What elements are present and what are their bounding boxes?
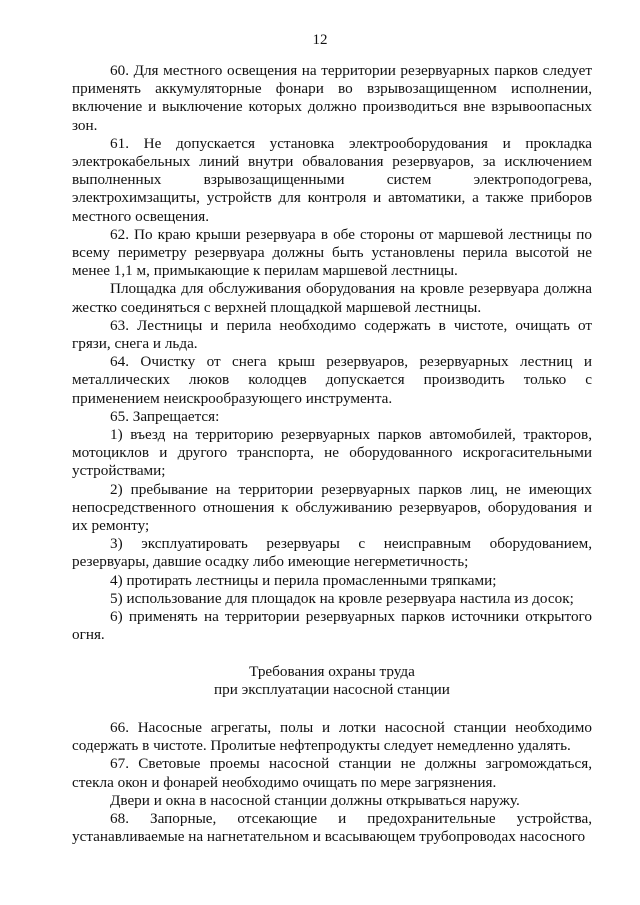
section-heading-line-1: Требования охраны труда [249, 662, 415, 680]
paragraph-62: 62. По краю крыши резервуара в обе стороны от маршевой лестницы по всему периметру резервуара должны быть установлены перила высотой не менее 1,1 м, примыкающие к перилам маршевой лестницы. [72, 225, 592, 280]
list-item-6: 6) применять на территории резервуарных парков источники открытого огня. [72, 608, 592, 644]
paragraph-68: 68. Запорные, отсекающие и предохранительные устройства, устанавливаемые на нагнетательном и всасывающем трубопроводах насосного [72, 809, 592, 846]
paragraph-66: 66. Насосные агрегаты, полы и лотки насосной станции необходимо содержать в чистоте. Пролитые нефтепродукты следует немедленно удалять. [72, 718, 592, 755]
section-heading-line-2: при эксплуатации насосной станции [214, 680, 450, 698]
paragraph-62-platform: Площадка для обслуживания оборудования на кровле резервуара должна жестко соединяться с верхней площадкой маршевой лестницы. [72, 280, 592, 316]
paragraph-60: 60. Для местного освещения на территории резервуарных парков следует применять аккумуляторные фонари во взрывозащищенном исполнении, включение и выключение которых должно производиться вне взрывоопасных зон. [72, 62, 592, 134]
list-item-5: 5) использование для площадок на кровле резервуара настила из досок; [110, 589, 574, 607]
list-item-4: 4) протирать лестницы и перила промасленными тряпками; [110, 571, 497, 589]
list-item-2: 2) пребывание на территории резервуарных парков лиц, не имеющих непосредственного отношения к обслуживанию резервуаров, оборудования и их ремонту; [72, 480, 592, 535]
page-number: 12 [312, 32, 328, 48]
paragraph-65: 65. Запрещается: [110, 407, 220, 425]
section-heading [72, 663, 592, 699]
paragraph-67: 67. Световые проемы насосной станции не должны загромождаться, стекла окон и фонарей необходимо очищать по мере загрязнения. [72, 755, 592, 791]
paragraph-63: 63. Лестницы и перила необходимо содержать в чистоте, очищать от грязи, снега и льда. [72, 316, 592, 353]
paragraph-61: 61. Не допускается установка электрооборудования и прокладка электрокабельных линий внутри обвалования резервуаров, за исключением выполненных взрывозащищенными систем электроподогрева, электрохимзащиты, устройств для контроля и автоматики, а также приборов местного освещения. [72, 134, 592, 225]
list-item-1: 1) въезд на территорию резервуарных парков автомобилей, тракторов, мотоциклов и другого транспорта, не оборудованного искрогасительными устройствами; [72, 426, 592, 480]
paragraph-67-doors: Двери и окна в насосной станции должны открываться наружу. [110, 791, 520, 809]
list-item-3: 3) эксплуатировать резервуары с неисправным оборудованием, резервуары, давшие осадку либо имеющие негерметичность; [72, 535, 592, 571]
document-body [72, 62, 592, 846]
paragraph-64: 64. Очистку от снега крыш резервуаров, резервуарных лестниц и металлических люков колодцев допускается производить только с применением неискрообразующего инструмента. [72, 353, 592, 407]
